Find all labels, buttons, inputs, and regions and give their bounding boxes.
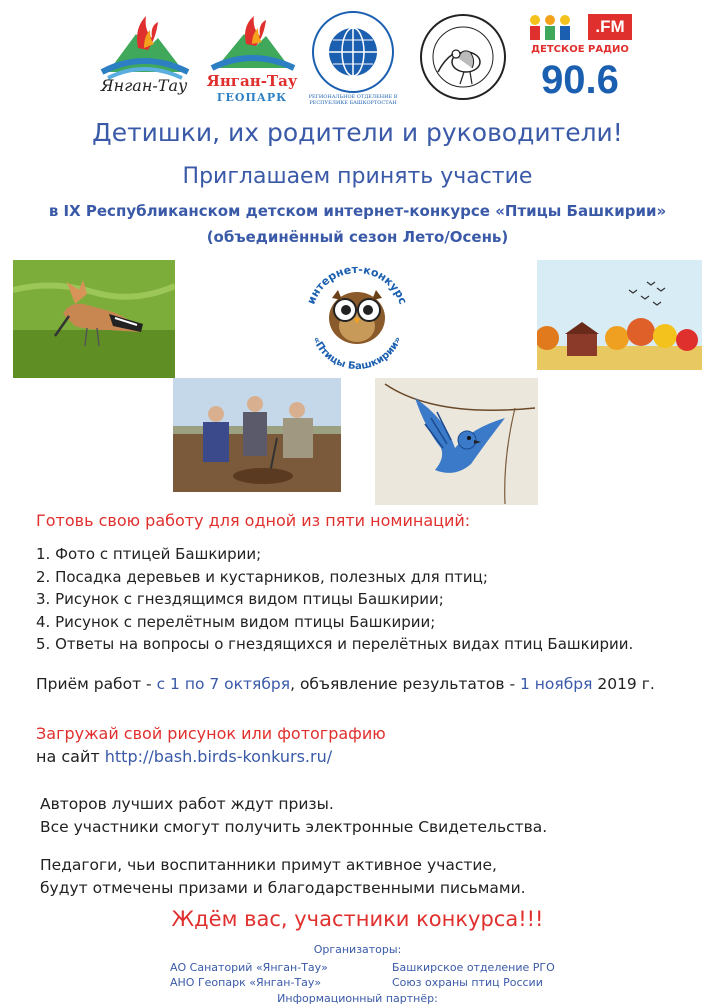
yangantau-script-text: Янган-Тау: [100, 76, 188, 95]
list-item: 1. Фото с птицей Башкирии;: [36, 545, 262, 563]
invitation-heading: Приглашаем принять участие: [182, 164, 533, 189]
geopark-emblem-icon: [206, 12, 298, 76]
contest-site-link[interactable]: http://bash.birds-konkurs.ru/: [104, 747, 333, 766]
owl-icon: [292, 252, 422, 382]
owl-ring-top-text: интернет-конкурс: [304, 262, 410, 307]
geopark-title-text: Янган-Тау: [206, 72, 298, 90]
rgo-logo: [306, 10, 400, 110]
flying-bird-icon: [375, 378, 538, 505]
geopark-logo: [206, 12, 298, 108]
prizes-line-2: Все участники смогут получить электронные Свидетельства.: [40, 818, 548, 836]
list-item: 3. Рисунок с гнездящимся видом птицы Башкирии;: [36, 590, 444, 608]
upload-prefix: на сайт: [36, 747, 105, 766]
season-note: (объединённый сезон Лето/Осень): [206, 228, 509, 246]
autumn-drawing: [537, 260, 702, 370]
upload-call: Загружай свой рисунок или фотографию: [36, 724, 386, 743]
info-partner-title: Информационный партнёр:: [277, 992, 438, 1005]
globe-icon: [306, 10, 400, 94]
bird-union-logo: [410, 12, 516, 102]
owl-contest-logo: [292, 252, 422, 382]
tree-planting-photo: [173, 378, 341, 492]
dates-line: [36, 675, 655, 693]
organizers-title: Организаторы:: [313, 943, 402, 956]
radio-fm-badge: .FM: [588, 14, 632, 40]
geopark-subtitle-text: ГЕОПАРК: [216, 91, 288, 104]
contest-name: в IX Республиканском детском интернет-конкурсе «Птицы Башкирии»: [48, 202, 667, 220]
submission-period: с 1 по 7 октября: [156, 675, 291, 693]
dates-year: 2019 г.: [592, 675, 655, 693]
greeting-heading: Детишки, их родители и руководители!: [92, 118, 623, 147]
children-planting-icon: [173, 378, 341, 492]
nominations-title: Готовь свою работу для одной из пяти номинаций:: [36, 511, 471, 530]
list-item: 5. Ответы на вопросы о гнездящихся и перелётных видах птиц Башкирии.: [36, 635, 634, 653]
curlew-bird-icon: [410, 12, 516, 102]
rgo-caption: РЕГИОНАЛЬНОЕ ОТДЕЛЕНИЕ В РЕСПУБЛИКЕ БАШКОРТОСТАН: [308, 94, 398, 106]
teachers-line-2: будут отмечены призами и благодарственными письмами.: [40, 879, 526, 897]
nominations-list: [36, 543, 633, 656]
yangantau-emblem-icon: [88, 12, 200, 82]
organizer-left-1: АО Санаторий «Янган-Тау»: [170, 961, 328, 974]
upload-site-line: [36, 747, 332, 766]
organizer-right-2: Союз охраны птиц России: [392, 976, 543, 989]
hoopoe-photo: [13, 260, 175, 378]
organizer-right-1: Башкирское отделение РГО: [392, 961, 555, 974]
hoopoe-bird-icon: [13, 260, 175, 378]
results-date: 1 ноября: [519, 675, 593, 693]
detskoe-radio-logo: [526, 10, 634, 110]
blue-bird-drawing: [375, 378, 538, 505]
dates-prefix: Приём работ -: [36, 675, 157, 693]
yangantau-logo: [88, 12, 200, 108]
organizer-left-2: АНО Геопарк «Янган-Тау»: [170, 976, 322, 989]
radio-label: ДЕТСКОЕ РАДИО: [531, 44, 629, 55]
teachers-line-1: Педагоги, чьи воспитанники примут активное участие,: [40, 856, 497, 874]
dates-middle: , объявление результатов -: [290, 675, 520, 693]
prizes-line-1: Авторов лучших работ ждут призы.: [40, 795, 334, 813]
list-item: 2. Посадка деревьев и кустарников, полезных для птиц;: [36, 567, 488, 586]
radio-frequency: 90.6: [541, 58, 619, 102]
list-item: 4. Рисунок с перелётным видом птицы Башкирии;: [36, 612, 436, 631]
kids-figures-icon: [526, 14, 586, 44]
autumn-landscape-icon: [537, 260, 702, 370]
closing-call: Ждём вас, участники конкурса!!!: [171, 907, 544, 931]
owl-ring-bottom-text: «Птицы Башкирии»: [310, 335, 404, 373]
